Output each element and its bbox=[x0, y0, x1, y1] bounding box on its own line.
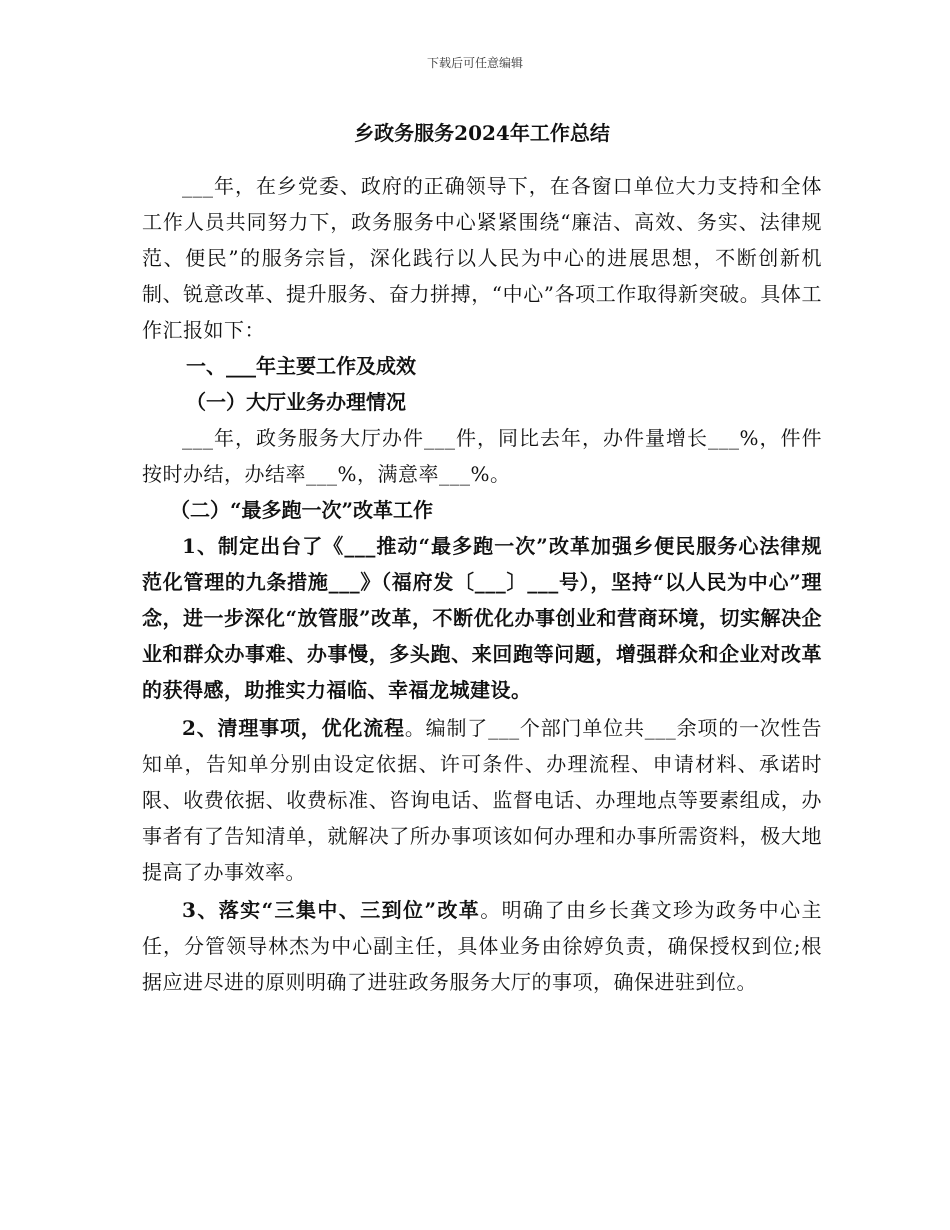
item-1-paragraph: 1、制定出台了《___推动“最多跑一次”改革加强乡便民服务心法律规范化管理的九条措施___》（福府发〔___〕___号），坚持“以人民为中心”理念，进一步深化“放管服”改革，不断优化办事创业和营商环境，切实解决企业和群众办事难、办事慢，多头跑、来回跑等问题，增强群众和企业对改革的获得感，助推实力福临、幸福龙城建设。 bbox=[142, 534, 823, 702]
item-3-lead: 3、落实“三集中、三到位”改革 bbox=[182, 898, 481, 922]
item-2-lead: 2、清理事项，优化流程 bbox=[182, 716, 405, 740]
item-2-text: 。编制了___个部门单位共___余项的一次性告知单，告知单分别由设定依据、许可条件、办理流程、申请材料、承诺时限、收费依据、收费标准、咨询电话、监督电话、办理地点等要素组成，办事者有了告知清单，就解决了所办事项该如何办理和办事所需资料，极大地提高了办事效率。 bbox=[142, 716, 822, 884]
document-body bbox=[142, 118, 822, 1000]
item-3-text: 。明确了由乡长龚文珍为政务中心主任，分管领导林杰为中心副主任，具体业务由徐婷负责，确保授权到位;根据应进尽进的原则明确了进驻政务服务大厅的事项，确保进驻到位。 bbox=[142, 898, 822, 994]
hall-business-paragraph: ___年，政务服务大厅办件___件，同比去年，办件量增长___%，件件按时办结，办结率___%，满意率___%。 bbox=[142, 426, 822, 486]
page-header: 下载后可任意编辑 bbox=[426, 56, 523, 70]
item-3-paragraph bbox=[142, 892, 822, 1000]
intro-paragraph: ___年，在乡党委、政府的正确领导下，在各窗口单位大力支持和全体工作人员共同努力下，政务服务中心紧紧围绕“廉洁、高效、务实、法律规范、便民”的服务宗旨，深化践行以人民为中心的进展思想，不断创新机制、锐意改革、提升服务、奋力拼搏，“中心”各项工作取得新突破。具体工作汇报如下： bbox=[142, 174, 822, 342]
item-2-paragraph bbox=[142, 710, 822, 890]
section-heading-1: 一、___年主要工作及成效 bbox=[186, 354, 416, 378]
document-title: 乡政务服务2024年工作总结 bbox=[354, 121, 610, 145]
subsection-heading-1: （一）大厅业务办理情况 bbox=[186, 390, 406, 414]
subsection-heading-2: （二）“最多跑一次”改革工作 bbox=[170, 498, 434, 522]
